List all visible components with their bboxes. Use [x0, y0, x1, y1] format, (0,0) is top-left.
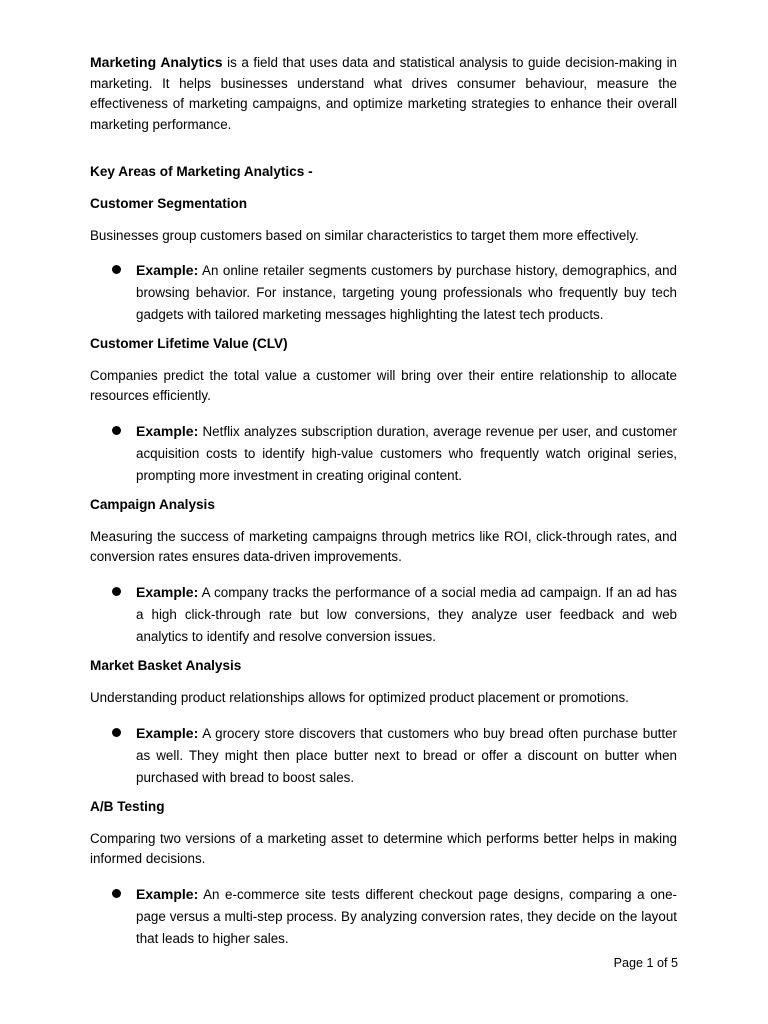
bullet-dot-icon [112, 587, 121, 596]
example-body: A company tracks the performance of a social media ad campaign. If an ad has a high click-through rate but low conversions, they analyze user feedback and web analytics to identify and resolve conversion issues. [136, 585, 677, 644]
example-body: An e-commerce site tests different checkout page designs, comparing a one-page versus a multi-step process. By analyzing conversion rates, they decide on the layout that leads to higher sales. [136, 887, 677, 946]
section-campaign-analysis [90, 496, 677, 567]
section-description: Businesses group customers based on similar characteristics to target them more effectively. [90, 228, 639, 243]
section-description: Comparing two versions of a marketing asset to determine which performs better helps in making informed decisions. [90, 831, 677, 866]
bullet-dot-icon [112, 426, 121, 435]
section-description: Understanding product relationships allows for optimized product placement or promotions. [90, 690, 629, 705]
section-heading: Customer Lifetime Value (CLV) [90, 336, 288, 351]
example-label: Example: [136, 262, 199, 278]
example-label: Example: [136, 725, 199, 741]
example-text [136, 581, 677, 648]
intro-term: Marketing Analytics [90, 54, 223, 70]
section-heading: Customer Segmentation [90, 196, 248, 211]
section-ab-testing [90, 798, 677, 869]
example-bullet [112, 420, 677, 487]
example-text [136, 420, 677, 487]
section-customer-lifetime-value [90, 335, 677, 406]
example-body: An online retailer segments customers by purchase history, demographics, and browsing behavior. For instance, targeting young professionals who frequently buy tech gadgets with tailored marketing messages highlighting the latest tech products. [136, 263, 677, 322]
section-description: Companies predict the total value a customer will bring over their entire relationship to allocate resources efficiently. [90, 368, 677, 403]
example-label: Example: [136, 886, 199, 902]
page-number: Page 1 of 5 [613, 956, 678, 970]
example-bullet [112, 883, 677, 950]
bullet-dot-icon [112, 728, 121, 737]
bullet-dot-icon [112, 265, 121, 274]
section-description: Measuring the success of marketing campaigns through metrics like ROI, click-through rates, and conversion rates ensures data-driven improvements. [90, 529, 677, 564]
example-body: Netflix analyzes subscription duration, average revenue per user, and customer acquisition costs to identify high-value customers who frequently watch original series, prompting more investment in creating original content. [136, 424, 677, 483]
key-areas-heading: Key Areas of Marketing Analytics - [90, 164, 313, 179]
key-areas-block [90, 163, 677, 181]
example-text [136, 883, 677, 950]
intro-paragraph [90, 52, 677, 135]
intro-text: is a field that uses data and statistical analysis to guide decision-making in marketing. It helps businesses understand what drives consumer behaviour, measure the effectiveness of marketing campaigns, and optimize marketing strategies to enhance their overall marketing performance. [90, 55, 677, 132]
example-bullet [112, 259, 677, 326]
example-text [136, 722, 677, 789]
bullet-dot-icon [112, 889, 121, 898]
example-body: A grocery store discovers that customers who buy bread often purchase butter as well. They might then place butter next to bread or offer a discount on butter when purchased with bread to boost sales. [136, 726, 677, 785]
section-heading: A/B Testing [90, 799, 165, 814]
section-heading: Campaign Analysis [90, 497, 215, 512]
example-bullet [112, 581, 677, 648]
section-heading: Market Basket Analysis [90, 658, 242, 673]
document-page [90, 0, 677, 1024]
example-label: Example: [136, 584, 199, 600]
section-market-basket-analysis [90, 657, 677, 708]
section-customer-segmentation [90, 195, 677, 246]
example-text [136, 259, 677, 326]
example-bullet [112, 722, 677, 789]
example-label: Example: [136, 423, 199, 439]
